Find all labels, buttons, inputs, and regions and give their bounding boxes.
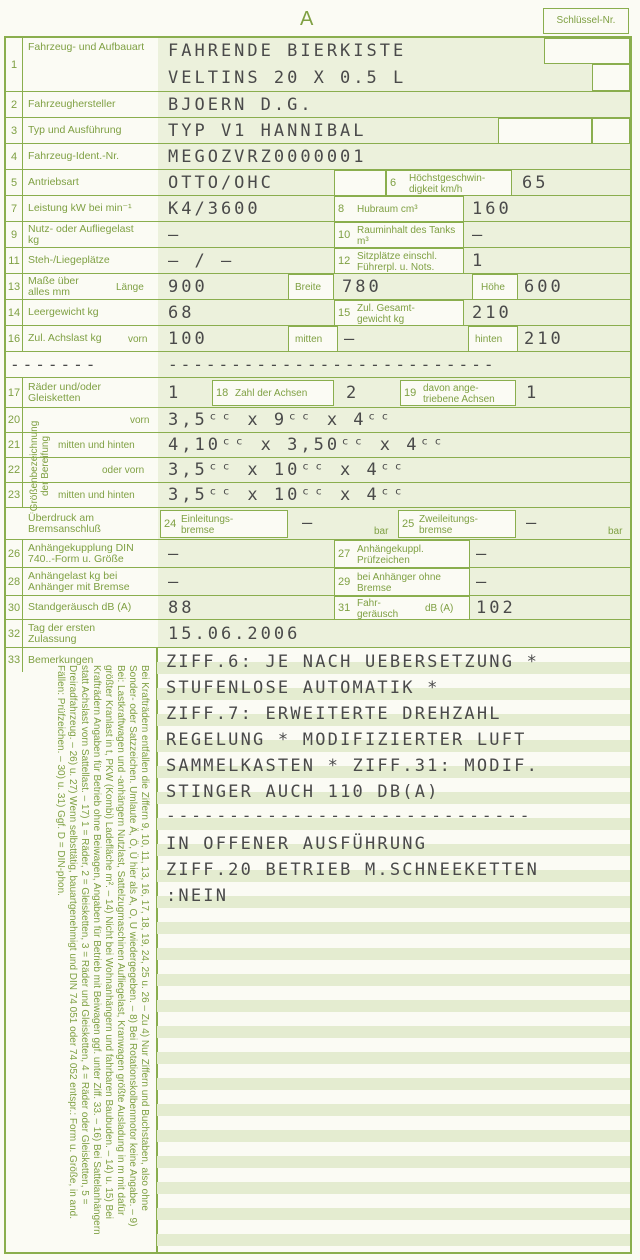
bar-unit: bar bbox=[608, 526, 623, 537]
field-number: 29 bbox=[338, 576, 351, 588]
length-label: Länge bbox=[116, 282, 144, 293]
axle-middle-value[interactable]: – bbox=[344, 329, 358, 349]
vehicle-type-value[interactable]: FAHRENDE BIERKISTE bbox=[168, 41, 407, 61]
row-number: 22 bbox=[6, 458, 23, 482]
row-number: 21 bbox=[6, 433, 23, 457]
dashed-line: ----------------------------- bbox=[166, 806, 533, 825]
standing-noise-value[interactable]: 88 bbox=[168, 598, 195, 618]
remark-stripe bbox=[157, 1078, 630, 1090]
remark-line[interactable]: SAMMELKASTEN * ZIFF.31: MODIF. bbox=[166, 756, 540, 776]
field-label: Einleitungs-bremse bbox=[181, 514, 234, 536]
row-number: 17 bbox=[6, 378, 23, 407]
remark-line[interactable]: :NEIN bbox=[166, 886, 229, 906]
field-8-label-box bbox=[334, 196, 464, 222]
remark-stripe bbox=[157, 922, 630, 934]
remark-line[interactable]: ZIFF.7: ERWEITERTE DREHZAHL bbox=[166, 704, 502, 724]
field-label: Höchstgeschwin-digkeit km/h bbox=[409, 173, 486, 195]
empty-weight-value[interactable]: 68 bbox=[168, 303, 195, 323]
row-label: Leergewicht kg bbox=[28, 306, 99, 318]
row-14 bbox=[6, 300, 630, 326]
remark-stripe bbox=[157, 948, 630, 960]
coupling-value[interactable]: – bbox=[168, 544, 182, 564]
row-number: 23 bbox=[6, 483, 23, 507]
field-number: 15 bbox=[338, 307, 351, 319]
row-label: Typ und Ausführung bbox=[28, 124, 122, 136]
field-label: Zul. Gesamt-gewicht kg bbox=[357, 303, 415, 325]
dashed-line: -------------------------- bbox=[168, 355, 497, 374]
type-value[interactable]: TYP V1 HANNIBAL bbox=[168, 121, 367, 141]
row-label: Tag der ersten Zulassung bbox=[28, 621, 96, 645]
row-label: Maße über alles mm bbox=[28, 274, 79, 298]
axle-front-value[interactable]: 100 bbox=[168, 329, 208, 349]
remarks-left-border bbox=[22, 672, 23, 1252]
row-28 bbox=[6, 568, 630, 596]
row-number: 2 bbox=[6, 92, 23, 117]
tire-position-label: mitten und hinten bbox=[58, 490, 135, 501]
row-23 bbox=[6, 483, 630, 508]
remark-stripe bbox=[157, 1182, 630, 1194]
tire-size-value[interactable]: 4,10ᶜᶜ x 3,50ᶜᶜ x 4ᶜᶜ bbox=[168, 435, 446, 455]
driving-noise-value[interactable]: 102 bbox=[476, 598, 516, 618]
row-label: Anhängekupplung DIN 740..-Form u. Größe bbox=[28, 541, 134, 565]
remark-stripe bbox=[157, 1208, 630, 1220]
field-19-label-box bbox=[400, 380, 516, 406]
remark-stripe bbox=[157, 1000, 630, 1012]
field-number: 31 bbox=[338, 602, 351, 614]
row-7 bbox=[6, 196, 630, 222]
row-17 bbox=[6, 378, 630, 408]
key-box bbox=[544, 38, 630, 64]
row-label: Überdruck am Bremsanschluß bbox=[28, 511, 101, 535]
row-5 bbox=[6, 170, 630, 196]
row-11 bbox=[6, 248, 630, 274]
remark-line[interactable]: STINGER AUCH 110 DB(A) bbox=[166, 782, 440, 802]
row-4 bbox=[6, 144, 630, 170]
tire-size-value[interactable]: 3,5ᶜᶜ x 10ᶜᶜ x 4ᶜᶜ bbox=[168, 460, 407, 480]
row-2 bbox=[6, 92, 630, 118]
row-label: Fahrzeug- und Aufbauart bbox=[28, 41, 145, 53]
row-30 bbox=[6, 596, 630, 620]
field-6-label-box bbox=[386, 170, 512, 196]
field-25-label-box bbox=[398, 510, 516, 538]
row-number: 7 bbox=[6, 196, 23, 221]
remark-line[interactable]: ZIFF.6: JE NACH UEBERSETZUNG * bbox=[166, 652, 540, 672]
payload-value[interactable]: – bbox=[168, 225, 182, 245]
tire-position-label: vorn bbox=[130, 415, 150, 426]
key-number-label: Schlüssel-Nr. bbox=[543, 8, 629, 34]
field-label: Anhängekuppl. Prüfzeichen bbox=[357, 544, 424, 566]
row-label: Standgeräusch dB (A) bbox=[28, 601, 132, 613]
gross-weight-value[interactable]: 210 bbox=[472, 303, 512, 323]
vin-value[interactable]: MEGOZVRZ0000001 bbox=[168, 147, 367, 167]
remark-stripe bbox=[157, 1130, 630, 1142]
field-15-label-box bbox=[334, 300, 464, 326]
remark-stripe bbox=[157, 1156, 630, 1168]
remark-stripe bbox=[157, 1104, 630, 1116]
row-number: 4 bbox=[6, 144, 23, 169]
field-number: 19 bbox=[404, 387, 417, 399]
row-number: 9 bbox=[6, 222, 23, 247]
remark-line[interactable]: STUFENLOSE AUTOMATIK * bbox=[166, 678, 440, 698]
field-label: Fahr-geräusch bbox=[357, 598, 399, 620]
tires-group-label: Größenbezeichnung der Bereifung bbox=[29, 420, 51, 512]
field-number: 12 bbox=[338, 255, 351, 267]
row-number: 16 bbox=[6, 326, 23, 351]
row-24 bbox=[6, 508, 630, 540]
middle-label-box bbox=[288, 326, 338, 352]
field-number: 25 bbox=[402, 518, 415, 530]
tire-size-value[interactable]: 3,5ᶜᶜ x 9ᶜᶜ x 4ᶜᶜ bbox=[168, 410, 393, 430]
row-label: Antriebsart bbox=[28, 176, 79, 188]
remark-stripe bbox=[157, 1234, 630, 1246]
remark-stripe bbox=[157, 974, 630, 986]
field-number: 10 bbox=[338, 229, 351, 241]
row-number: 13 bbox=[6, 274, 23, 299]
front-label: vorn bbox=[128, 334, 148, 345]
length-value[interactable]: 900 bbox=[168, 277, 208, 297]
axles-value[interactable]: 2 bbox=[346, 383, 360, 403]
key-box bbox=[592, 118, 630, 144]
row-label: Zul. Achslast kg bbox=[28, 332, 102, 344]
tire-size-value[interactable]: 3,5ᶜᶜ x 10ᶜᶜ x 4ᶜᶜ bbox=[168, 485, 407, 505]
max-speed-value[interactable]: 65 bbox=[522, 173, 549, 193]
width-label: Breite bbox=[295, 282, 322, 293]
form-letter: A bbox=[300, 8, 314, 30]
wheels-value[interactable]: 1 bbox=[168, 383, 182, 403]
field-29-label-box bbox=[334, 568, 470, 596]
vehicle-body-value[interactable]: VELTINS 20 X 0.5 L bbox=[168, 68, 407, 88]
width-value[interactable]: 780 bbox=[342, 277, 382, 297]
dual-line-brake-value[interactable]: – bbox=[526, 513, 540, 533]
remark-stripe bbox=[157, 1052, 630, 1064]
row-number: 28 bbox=[6, 568, 23, 595]
row-number: 30 bbox=[6, 596, 23, 619]
seats-value[interactable]: 1 bbox=[472, 251, 486, 271]
row-32 bbox=[6, 620, 630, 648]
rear-label-box bbox=[468, 326, 518, 352]
row-number: 11 bbox=[6, 248, 23, 273]
remark-line[interactable]: IN OFFENER AUSFÜHRUNG bbox=[166, 834, 428, 854]
row-9 bbox=[6, 222, 630, 248]
power-value[interactable]: K4/3600 bbox=[168, 199, 261, 219]
field-label: Rauminhalt des Tanks m³ bbox=[357, 225, 456, 247]
field-label: davon ange-triebene Achsen bbox=[423, 383, 495, 405]
tire-position-label: mitten und hinten bbox=[58, 440, 135, 451]
row-label: Bemerkungen bbox=[28, 653, 94, 666]
row-22 bbox=[6, 458, 630, 483]
row-label: Fahrzeughersteller bbox=[28, 98, 116, 110]
row-label: Steh-/Liegeplätze bbox=[28, 254, 110, 266]
field-label: Zweileitungs-bremse bbox=[419, 514, 478, 536]
row-26 bbox=[6, 540, 630, 568]
width-label-box bbox=[288, 274, 334, 300]
height-value[interactable]: 600 bbox=[524, 277, 564, 297]
remark-line[interactable]: REGELUNG * MODIFIZIERTER LUFT bbox=[166, 730, 527, 750]
field-number: 24 bbox=[164, 518, 177, 530]
trailer-unbraked-value[interactable]: – bbox=[476, 572, 490, 592]
field-label: Zahl der Achsen bbox=[235, 388, 308, 399]
field-number: 27 bbox=[338, 548, 351, 560]
field-label: Hubraum cm³ bbox=[357, 204, 418, 215]
coupling-mark-value[interactable]: – bbox=[476, 544, 490, 564]
drive-type-value[interactable]: OTTO/OHC bbox=[168, 173, 274, 193]
field-24-label-box bbox=[160, 510, 288, 538]
tire-position-label: oder vorn bbox=[102, 465, 145, 476]
field-number: 18 bbox=[216, 387, 229, 399]
field-31-label-box bbox=[334, 596, 470, 620]
row-3 bbox=[6, 118, 630, 144]
field-number: 6 bbox=[390, 177, 397, 189]
row-label: Leistung kW bei min⁻¹ bbox=[28, 202, 132, 214]
key-box bbox=[592, 64, 630, 91]
row-1 bbox=[6, 38, 630, 92]
field-label: Sitzplätze einschl. Führerpl. u. Nots. bbox=[357, 251, 438, 273]
row-label: Anhängelast kg bei Anhänger mit Bremse bbox=[28, 569, 130, 593]
key-box bbox=[498, 118, 592, 144]
row-number: 1 bbox=[6, 38, 23, 91]
first-registration-value[interactable]: 15.06.2006 bbox=[168, 624, 301, 644]
field-unit: dB (A) bbox=[425, 603, 454, 614]
field-10-label-box bbox=[334, 222, 464, 248]
tank-volume-value[interactable]: – bbox=[472, 225, 486, 245]
standing-places-value[interactable]: – / – bbox=[168, 251, 235, 271]
row-number: 3 bbox=[6, 118, 23, 143]
row-label: Nutz- oder Aufliegelast kg bbox=[28, 222, 134, 246]
rear-label: hinten bbox=[475, 334, 503, 345]
row-number: 14 bbox=[6, 300, 23, 325]
remark-stripe bbox=[157, 1026, 630, 1038]
field-27-label-box bbox=[334, 540, 470, 568]
row-label: Räder und/oder Gleisketten bbox=[28, 380, 101, 404]
displacement-value[interactable]: 160 bbox=[472, 199, 512, 219]
row-number: 33 bbox=[6, 648, 23, 672]
axle-rear-value[interactable]: 210 bbox=[524, 329, 564, 349]
field-12-label-box bbox=[334, 248, 464, 274]
bar-unit: bar bbox=[374, 526, 389, 537]
manufacturer-value[interactable]: BJOERN D.G. bbox=[168, 95, 314, 115]
field-label: bei Anhänger ohne Bremse bbox=[357, 572, 441, 594]
key-box bbox=[334, 170, 386, 196]
row-13 bbox=[6, 274, 630, 300]
middle-label: mitten bbox=[295, 334, 323, 345]
row-16 bbox=[6, 326, 630, 352]
row-number: 5 bbox=[6, 170, 23, 195]
dashed-line: ------- bbox=[10, 355, 99, 374]
trailer-braked-value[interactable]: – bbox=[168, 572, 182, 592]
row-label: Fahrzeug-Ident.-Nr. bbox=[28, 150, 120, 162]
single-line-brake-value[interactable]: – bbox=[302, 513, 316, 533]
row-21 bbox=[6, 433, 630, 458]
height-label-box bbox=[472, 274, 518, 300]
row-number: 32 bbox=[6, 620, 23, 647]
height-label: Höhe bbox=[481, 282, 505, 293]
driven-axles-value[interactable]: 1 bbox=[526, 383, 540, 403]
field-18-label-box bbox=[212, 380, 334, 406]
row-number: 26 bbox=[6, 540, 23, 567]
remark-line[interactable]: ZIFF.20 BETRIEB M.SCHNEEKETTEN bbox=[166, 860, 540, 880]
separator-row bbox=[6, 352, 630, 378]
row-20 bbox=[6, 408, 630, 433]
field-number: 8 bbox=[338, 203, 345, 215]
footnote-text: Bei Krafträdern entfallen die Ziffern 9, 10, 11, 13, 16, 17, 18, 19, 24, 25 u. 26 – Zu 4) Nur Ziffern und Buchstaben, also ohne Sonder- oder Satzzeichen. Umlaute Ä, Ö, Ü hier als A, O, U wiedergegeben. – 8) Bei Rotationskolbenmotor keine Angabe. – 9) Bei: Lastkraftwagen und -anhängern Nutzlast, Sattelzugmaschinen Aufliegelast, Kranwagen größte Ausladung in m mit dafür größter Kranlast in t, PKW (Kombi) Ladefläche m². – 14) Nicht bei Wohnanhängern und fahrbaren Baubuden. – 14) u. 15) Bei Krafträdern Angaben für Betrieb ohne Beiwagen, Angaben für Betrieb mit Beiwagen ggf. unter Ziff. 33. – 16) Bei Sattelanhängern statt Achslast vorn Sattellast. – 17) 1 = Räder, 2 = Gleisketten, 3 = Räder und Gleisketten, 4 = Räder oder Gleisketten, 5 = Dreiradfahrzeug. – 26) u. 27) Wenn selbsttätig, bauartgenehmigt und DIN 74 051 oder 74 052 entspr.: Form u. Größe, in and. Fällen: Prüfzeichen. – 30) u. 31) Ggf. D = DIN-phon. bbox=[55, 665, 150, 1235]
row-number: 20 bbox=[6, 408, 23, 432]
